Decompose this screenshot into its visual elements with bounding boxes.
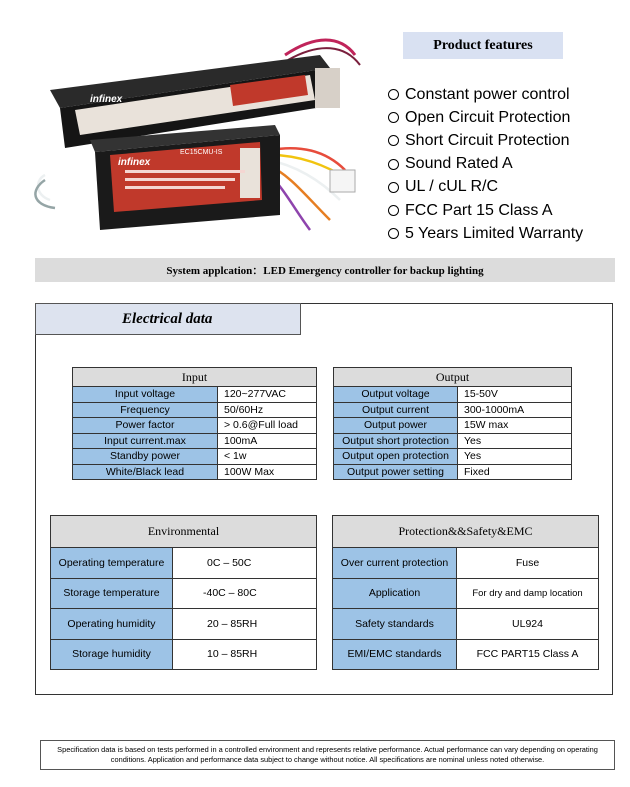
environmental-table [50,515,317,670]
feature-item: Open Circuit Protection [388,106,583,129]
table-row: Frequency 50/60Hz [73,402,317,418]
bullet-circle-icon [388,159,399,170]
output-table-title: Output [334,368,572,387]
bullet-circle-icon [388,182,399,193]
table-row: Operating humidity 20 – 85RH [51,609,317,640]
table-row: Over current protection Fuse [333,548,599,579]
feature-item: Sound Rated A [388,153,583,176]
input-table-title: Input [73,368,317,387]
table-row: Standby power < 1w [73,449,317,465]
product-image [30,30,375,255]
system-application-bar: System applcation：LED Emergency controller for backup lighting [35,258,615,282]
table-row: Storage temperature -40C – 80C [51,578,317,609]
table-row: Input voltage 120~277VAC [73,387,317,403]
table-row: Input current.max 100mA [73,433,317,449]
table-row: Operating temperature 0C – 50C [51,548,317,579]
table-row: Storage humidity 10 – 85RH [51,639,317,670]
table-row: EMI/EMC standards FCC PART15 Class A [333,639,599,670]
lower-driver-unit [90,125,280,230]
feature-item: UL / cUL R/C [388,176,583,199]
bullet-circle-icon [388,228,399,239]
svg-text:infinex: infinex [90,94,123,105]
table-row: Output current 300-1000mA [334,402,572,418]
svg-text:infinex: infinex [118,157,151,168]
table-row: Output voltage 15-50V [334,387,572,403]
protection-safety-emc-table [332,515,599,670]
bullet-circle-icon [388,135,399,146]
electrical-data-header: Electrical data [35,303,301,335]
table-row: Output power 15W max [334,418,572,434]
svg-text:EC15CMU-IS: EC15CMU-IS [180,149,223,156]
output-table [333,367,572,480]
protection-table-title: Protection&&Safety&EMC [333,516,599,548]
bullet-circle-icon [388,205,399,216]
table-row: Output open protection Yes [334,449,572,465]
feature-item: 5 Years Limited Warranty [388,222,583,245]
disclaimer-text: Specification data is based on tests performed in a controlled environment and represents relative performance. Actual performance can vary depending on operating conditions. Application and performance data subject to change without notice. All specifications are nominal unless noted otherwise. [57,745,598,764]
input-table [72,367,317,480]
table-row: Power factor > 0.6@Full load [73,418,317,434]
product-features-list [388,83,583,245]
table-row: Safety standards UL924 [333,609,599,640]
feature-item: FCC Part 15 Class A [388,199,583,222]
feature-item: Constant power control [388,83,583,106]
table-row: Application For dry and damp location [333,578,599,609]
environmental-table-title: Environmental [51,516,317,548]
product-features-header: Product features [403,32,563,59]
table-row: Output power setting Fixed [334,464,572,480]
table-row: Output short protection Yes [334,433,572,449]
bullet-circle-icon [388,112,399,123]
bullet-circle-icon [388,89,399,100]
disclaimer-box [40,740,615,770]
feature-item: Short Circuit Protection [388,129,583,152]
table-row: White/Black lead 100W Max [73,464,317,480]
